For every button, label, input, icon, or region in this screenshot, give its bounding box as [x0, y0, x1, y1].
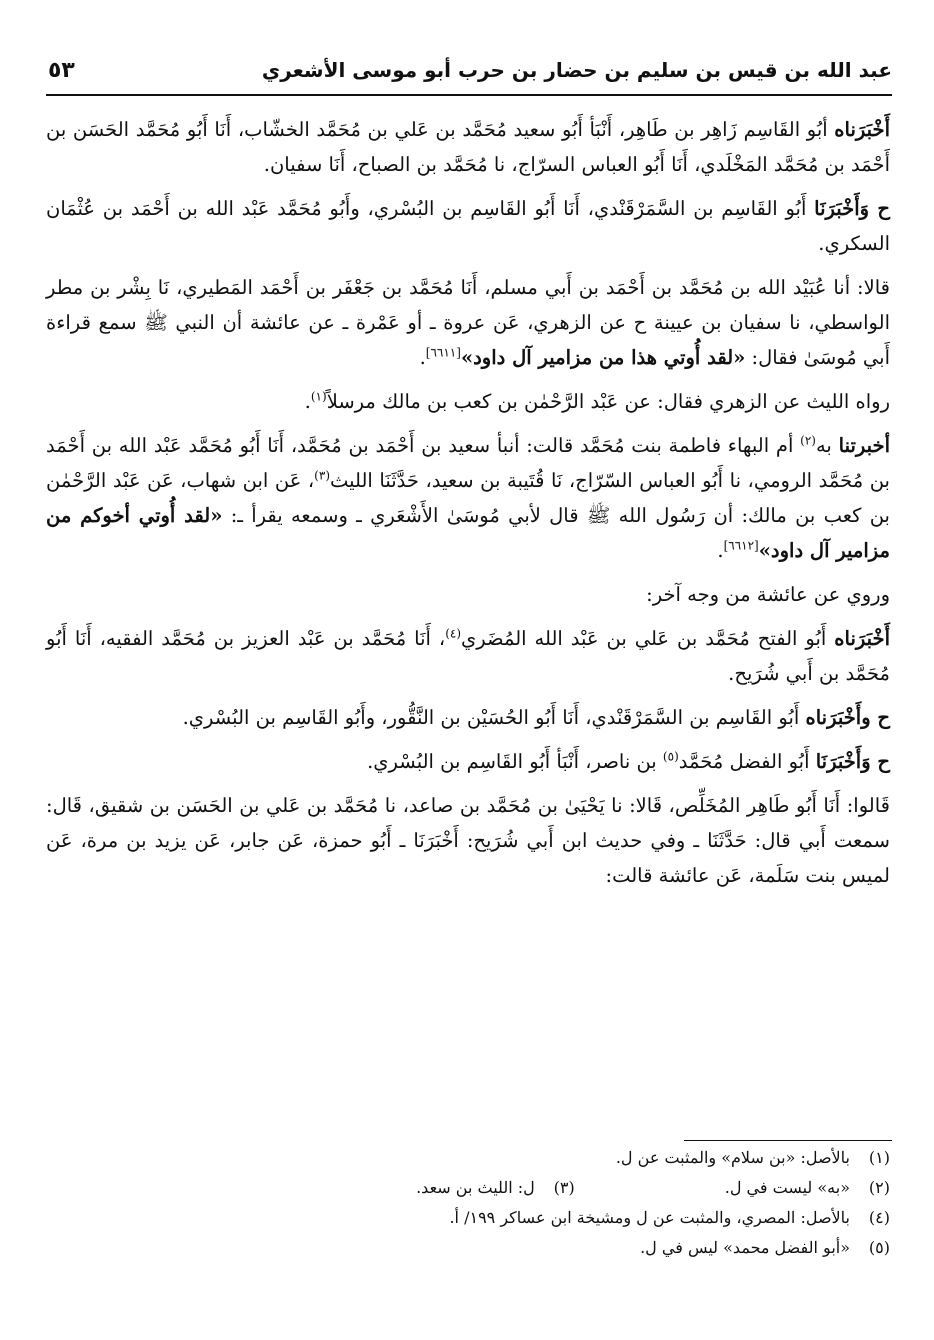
footnote-number: (٣) — [553, 1178, 575, 1197]
paragraph-text: أَبُو القَاسِم بن السَّمَرْقَنْدي، أَنَا أَبُو الحُسَيْن بن النَّقُّور، وأَبُو القَاسِم بن البُسْري. — [182, 706, 806, 729]
footnote-marker: (١) — [310, 389, 327, 404]
footnote-text: بالأصل: «بن سلام» والمثبت عن ل. — [615, 1148, 850, 1167]
footnote-marker: (٣) — [314, 468, 330, 483]
footnote-number: (١) — [868, 1148, 890, 1167]
footnote-1 — [46, 1143, 890, 1173]
page-number: ٥٣ — [48, 58, 75, 83]
paragraph-text: ، عَن ابن شهاب، عَن عَبْد الرَّحْمٰن بن كعب بن مالك: أن رَسُول الله ﷺ قال لأبي مُوسَىٰ الأَشْعَري ـ وسمعه يقرأ ـ: — [46, 469, 890, 527]
paragraph-text: أم البهاء فاطمة بنت مُحَمَّد قالت: أنبأ سعيد بن أَحْمَد بن مُحَمَّد، أَنَا أَبُو مُحَمَّد عَبْد الله بن أَحْمَد بن مُحَمَّد الرومي، نا أَبُو العباس السّرّاج، نَا قُتَيبة بن سعيد، حَدَّثَنَا الليث — [46, 434, 890, 492]
footnote-4 — [46, 1203, 890, 1233]
footnote-marker: (٢) — [800, 433, 816, 448]
paragraph-end: . — [304, 390, 311, 413]
hadith-quote: «لقد أُوتي أخوكم من مزامير آل داود» — [46, 504, 890, 562]
footnotes — [46, 1143, 890, 1263]
paragraph-text: به — [815, 434, 839, 457]
paragraph-6 — [46, 577, 890, 612]
paragraph-text: بن ناصر، أَنْبَأ أَبُو القَاسِم بن البُسْري. — [367, 750, 663, 773]
paragraph-3 — [46, 270, 890, 375]
paragraph-text: قَالوا: أَنَا أَبُو طَاهِر المُخَلِّص، قَالا: نا يَحْيَىٰ بن مُحَمَّد بن صاعد، نا مُحَمَّد بن عَلي بن الحَسَن بن شقيق، قَال: سمعت أَبي قال: حَدَّثَنَا ـ وفي حديث ابن أَبي شُرَيح: أَخْبَرَنَا ـ أَبُو حمزة، عَن جابر، عَن يزيد بن مرة، عَن لميس بنت سَلَمة، عَن عائشة قالت: — [46, 794, 890, 887]
transmission-keyword: أَخْبَرَناه — [834, 118, 890, 141]
paragraph-text: أبُو القَاسِم زَاهِر بن طَاهِر، أَنْبَأ أَبُو سعيد مُحَمَّد بن عَلي بن مُحَمَّد الخشّاب، أَنَا أَبُو مُحَمَّد الحَسَن بن أَحْمَد بن مُحَمَّد المَخْلَدي، أَنَا أَبُو العباس السرّاج، نا مُحَمَّد بن الصباح، أَنَا سفيان. — [46, 118, 890, 176]
paragraph-end: . — [717, 539, 724, 562]
paragraph-5 — [46, 428, 890, 568]
paragraph-end: . — [419, 346, 426, 369]
footnote-text: «به» ليست في ل. — [724, 1178, 850, 1197]
footnote-text: «أبو الفضل محمد» ليس في ل. — [640, 1238, 850, 1257]
footnote-text: بالأصل: المصري، والمثبت عن ل ومشيخة ابن عساكر ١٩٩/ أ. — [449, 1208, 850, 1227]
hadith-number: [٦٦١٢] — [723, 538, 759, 553]
footnote-marker: (٤) — [445, 626, 462, 641]
paragraph-text: رواه الليث عن الزهري فقال: عن عَبْد الرَّحْمٰن بن كعب بن مالك مرسلاً — [326, 390, 890, 413]
paragraph-9 — [46, 744, 890, 779]
footnote-marker: (٥) — [662, 749, 679, 764]
paragraph-text: أَبُو الفضل مُحَمَّد — [678, 750, 816, 773]
running-title: عبد الله بن قيس بن سليم بن حضار بن حرب أبو موسى الأشعري — [261, 58, 892, 82]
main-text — [46, 112, 890, 902]
paragraph-text: أَبُو القَاسِم بن السَّمَرْقَنْدي، أَنَا أَبُو القَاسِم بن البُسْري، وأَبُو مُحَمَّد عَبْد الله بن أَحْمَد بن عُثْمَان السكري. — [46, 197, 890, 255]
footnote-divider — [684, 1140, 892, 1141]
transmission-keyword: ح وَأَخْبَرَنَا — [814, 197, 890, 220]
paragraph-10 — [46, 788, 890, 893]
page-header — [46, 52, 892, 96]
paragraph-text: وروي عن عائشة من وجه آخر: — [646, 583, 890, 606]
paragraph-4 — [46, 384, 890, 419]
transmission-keyword: ح وأَخْبَرَناه — [805, 706, 890, 729]
footnote-number: (٥) — [868, 1238, 890, 1257]
footnote-number: (٤) — [868, 1208, 890, 1227]
paragraph-7 — [46, 621, 890, 691]
hadith-number: [٦٦١١] — [425, 345, 461, 360]
transmission-keyword: أخبرتنا — [838, 434, 890, 457]
paragraph-1 — [46, 112, 890, 182]
footnote-5 — [46, 1233, 890, 1263]
paragraph-2 — [46, 191, 890, 261]
transmission-keyword: أَخْبَرَناه — [834, 627, 890, 650]
paragraph-text: ، أَنَا مُحَمَّد بن عَبْد العزيز بن مُحَمَّد الفقيه، أَنَا أَبُو مُحَمَّد بن أَبي شُرَيح. — [46, 627, 890, 685]
paragraph-8 — [46, 700, 890, 735]
paragraph-text: أَبُو الفتح مُحَمَّد بن عَلي بن عَبْد الله المُضَري — [461, 627, 835, 650]
footnote-number: (٢) — [868, 1178, 890, 1197]
footnote-spacer — [575, 1173, 725, 1203]
transmission-keyword: ح وَأَخْبَرَنَا — [815, 750, 890, 773]
paragraph-text: قالا: أنا عُبَيْد الله بن مُحَمَّد بن أَحْمَد بن أَبي مسلم، أَنَا مُحَمَّد بن جَعْفَر بن أَحْمَد المَطيري، نَا بِشْر بن مطر الواسطي، نا سفيان بن عيينة ح عن الزهري، عَن عروة ـ أو عَمْرة ـ عن عائشة أن النبي ﷺ سمع قراءة أَبي مُوسَىٰ فقال: — [46, 276, 890, 369]
hadith-quote: «لقد أُوتي هذا من مزامير آل داود» — [460, 346, 746, 369]
footnote-2-3 — [46, 1173, 890, 1203]
footnote-text: ل: الليث بن سعد. — [416, 1178, 535, 1197]
